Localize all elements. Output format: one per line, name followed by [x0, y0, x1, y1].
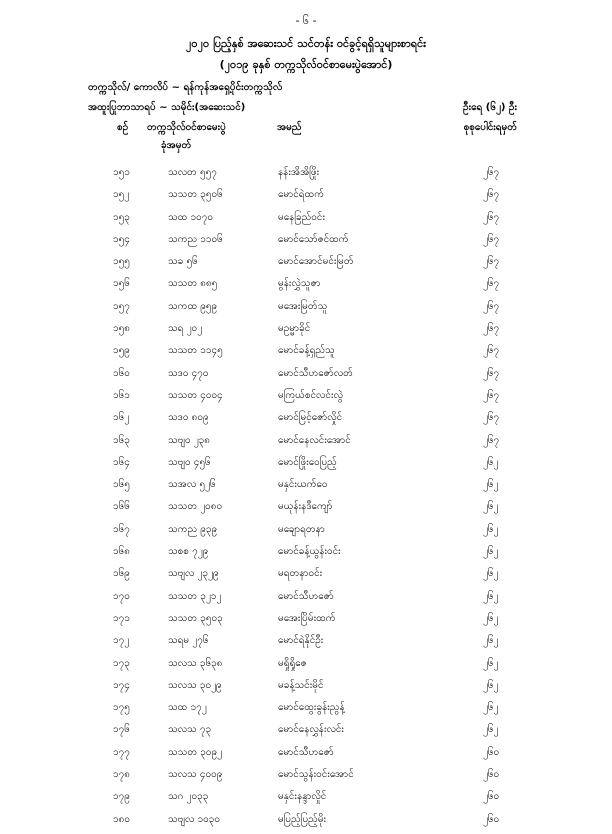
- student-name: မအေးပြိမ်းထက်: [278, 612, 336, 624]
- total-score: ၂၆၇: [483, 323, 500, 335]
- total-score: ၂၆၂: [483, 479, 499, 491]
- roll-number: သသတ ၃၅၀၆: [168, 189, 223, 201]
- row-number: ၁၆၆: [113, 501, 130, 513]
- student-name: မောင်နေလွှန်းလင်း: [278, 724, 344, 736]
- table-row: [0, 656, 612, 678]
- total-score: ၂၆၇: [483, 189, 500, 201]
- row-number: ၁၆၀: [113, 367, 130, 379]
- student-name: မောင်အောင်မင်းမြတ်: [278, 256, 354, 268]
- table-row: [0, 633, 612, 655]
- roll-number: သသတ ၃၅၀၃: [168, 612, 223, 624]
- student-name: မနေခြည်ဝင်း: [278, 211, 325, 223]
- roll-number: သလသ ၄၀၀၉: [168, 769, 223, 781]
- student-name: မနှင်းနန္ဒာလှိုင်: [278, 791, 327, 803]
- roll-number: သဒ၀ ၄၇၀: [168, 367, 209, 379]
- total-score: ၂၆၂: [483, 724, 499, 736]
- row-number: ၁၅၄: [113, 233, 130, 245]
- row-number: ၁၇၄: [113, 679, 130, 691]
- table-row: [0, 388, 612, 410]
- total-score: ၂၆၀: [483, 769, 500, 781]
- student-name: မောင်ရဲထက်: [278, 189, 324, 201]
- total-score: ၂၆၂: [483, 456, 499, 468]
- row-number: ၁၇၂: [113, 635, 130, 647]
- total-score: ၂၆၇: [483, 211, 500, 223]
- roll-number: သအလ ၅၂၆: [168, 479, 216, 491]
- table-row: [0, 299, 612, 321]
- total-score: ၂၆၂: [483, 635, 499, 647]
- student-name: မဥမ္မာခိုင်: [278, 323, 311, 335]
- total-score: ၂၆၀: [483, 791, 500, 803]
- row-number: ၁၈၀: [113, 813, 130, 825]
- row-number: ၁၅၂: [113, 189, 130, 201]
- student-name: မောင်သွန်းဝင်းအောင်: [278, 769, 354, 781]
- total-score: ၂၆၇: [483, 256, 500, 268]
- table-row: [0, 789, 612, 811]
- table-row: [0, 366, 612, 388]
- table-row: [0, 321, 612, 343]
- roll-number: သလသ ၃၀၂၉: [168, 679, 222, 691]
- table-row: [0, 276, 612, 298]
- student-name: မောင်ခန့်ရှည်သူ: [278, 345, 335, 357]
- row-number: ၁၇၈: [113, 769, 130, 781]
- total-score: ၂၆၂: [483, 546, 499, 558]
- total-score: ၂၆၂: [483, 612, 499, 624]
- table-row: [0, 187, 612, 209]
- table-row: [0, 343, 612, 365]
- row-number: ၁၇၉: [113, 791, 130, 803]
- total-score: ၂၆၇: [483, 345, 500, 357]
- table-row: [0, 522, 612, 544]
- row-number: ၁၆၄: [113, 456, 130, 468]
- roll-number: သဗျ၀ ၂၃၈: [168, 434, 211, 446]
- roll-number: သရမ ၂၇၆: [168, 635, 209, 647]
- row-number: ၁၇၁: [113, 612, 130, 624]
- table-row: [0, 745, 612, 767]
- roll-number: သသတ ၁၁၄၅: [168, 345, 223, 357]
- table-row: [0, 566, 612, 588]
- student-name: မရတနာဝင်း: [278, 568, 323, 580]
- column-header-roll: တက္ကသိုလ်ဝင်စာမေးပွဲ: [147, 122, 226, 133]
- total-score: ၂၆၇: [483, 300, 500, 312]
- total-score: ၂၆၇: [483, 389, 500, 401]
- roll-number: သသတ ၂၀၈၀: [168, 501, 223, 513]
- row-number: ၁၇၇: [113, 746, 130, 758]
- row-number: ၁၅၉: [113, 345, 130, 357]
- row-number: ၁၇၆: [113, 724, 130, 736]
- row-number: ၁၆၃: [113, 434, 130, 446]
- row-number: ၁၇၅: [113, 702, 130, 714]
- row-number: ၁၆၇: [113, 523, 130, 535]
- roll-number: သထ ၁၇၂: [168, 702, 207, 714]
- roll-number: သဗျလ ၂၃၂၉: [168, 568, 219, 580]
- results-table: [0, 165, 612, 834]
- row-number: ၁၅၆: [113, 278, 130, 290]
- student-name: မောင်ထွေးခွန်းညွန့်: [278, 702, 345, 714]
- table-row: [0, 455, 612, 477]
- student-name: မောင်သီဟဇော်: [278, 746, 334, 758]
- student-name: မကြယ်စင်လင်းလွဲ: [278, 389, 343, 401]
- student-name: မောင်သီဟဇော်: [278, 590, 334, 602]
- total-score: ၂၆၂: [483, 523, 499, 535]
- student-name: မောင်ခန့်ယွန်းဝင်း: [278, 546, 341, 558]
- roll-number: သထ ၁၀၇၀: [168, 211, 214, 223]
- document-title: ၂၀၂၀ ပြည့်နှစ် အဆေးသင် သင်တန်း ဝင်ခွင့်ရရှိသူများစာရင်း: [186, 37, 426, 50]
- quota-line: ဦးရေ (၆၂) ဦး: [463, 102, 517, 113]
- roll-number: သလသ ၃၆၃၈: [168, 657, 223, 669]
- student-name: မနှင်းယက်ဝေ: [278, 479, 328, 491]
- row-number: ၁၅၈: [113, 323, 130, 335]
- student-name: မချောရတနာ: [278, 523, 325, 535]
- table-row: [0, 589, 612, 611]
- table-row: [0, 722, 612, 744]
- total-score: ၂၆၇: [483, 434, 500, 446]
- table-row: [0, 611, 612, 633]
- total-score: ၂၆၇: [483, 367, 500, 379]
- student-name: မပြည့်ပြည့်မိုး: [278, 813, 327, 825]
- table-row: [0, 433, 612, 455]
- roll-number: သသတ ၃၂၁၂: [168, 590, 222, 602]
- roll-number: သသတ ၄၀၀၄: [168, 389, 223, 401]
- table-row: [0, 254, 612, 276]
- total-score: ၂၆၂: [483, 568, 499, 580]
- student-name: မအေးမြတ်သူ: [278, 300, 328, 312]
- roll-number: သကည ၉၃၉: [168, 523, 218, 535]
- roll-number: သကထ ၉၅၉: [168, 300, 218, 312]
- roll-number: သသတ ၈၈၅: [168, 278, 218, 290]
- student-name: မောင်မြင့်ဇော်လှိုင်: [278, 412, 343, 424]
- roll-number: သဗျ၀ ၄၅၆: [168, 456, 211, 468]
- total-score: ၂၆၂: [483, 679, 499, 691]
- total-score: ၂၆၀: [483, 813, 500, 825]
- total-score: ၂၆၇: [483, 233, 500, 245]
- student-name: နန်းအိအိဖြိုး: [278, 167, 320, 178]
- column-header-total: စုစုပေါင်းရမှတ်: [463, 122, 517, 133]
- institution-line: တက္ကသိုလ်/ ကောလိပ် ~ ရန်ကုန်အရှေ့ပိုင်းတက္ကသိုလ်: [88, 82, 283, 93]
- table-row: [0, 767, 612, 789]
- row-number: ၁၆၈: [113, 546, 130, 558]
- page-number: - ၆ -: [295, 14, 317, 27]
- total-score: ၂၆၇: [483, 278, 500, 290]
- total-score: ၂၆၂: [483, 501, 499, 513]
- roll-number: သလတ ၅၅၇: [168, 167, 217, 178]
- row-number: ၁၆၉: [113, 568, 130, 580]
- table-row: [0, 544, 612, 566]
- table-row: [0, 812, 612, 834]
- roll-number: သကည ၁၁၀၆: [168, 233, 223, 245]
- table-row: [0, 477, 612, 499]
- student-name: မောင်ရဲနိုင်ဦး: [278, 635, 324, 647]
- total-score: ၂၆၇: [483, 167, 500, 178]
- subject-line: အထူးပြုဘာသာရပ် ~ သမိုင်း(အဆေးသင်): [88, 102, 246, 113]
- roll-number: သဗျလ ၁၀၃၀: [168, 813, 221, 825]
- student-name: မောင်နေလင်းအောင်: [278, 434, 351, 446]
- column-header-name: အမည်: [277, 122, 302, 133]
- row-number: ၁၇၀: [113, 590, 130, 602]
- table-row: [0, 700, 612, 722]
- column-header-roll-sub: ခုံအမှတ်: [161, 140, 192, 151]
- roll-number: သရ ၂၀၂: [168, 323, 203, 335]
- document-subtitle: (၂၀၁၉ ခုနှစ် တက္ကသိုလ်ဝင်စာမေးပွဲအောင်): [219, 58, 393, 71]
- row-number: ၁၅၅: [113, 256, 130, 268]
- row-number: ၁၅၁: [113, 167, 130, 178]
- roll-number: သစစ ၇၂၉: [168, 546, 209, 558]
- row-number: ၁၆၁: [113, 389, 130, 401]
- student-name: မွန်းလွှဲသူဇာ: [278, 278, 321, 290]
- student-name: မောင်သော်ဇင်ထက်: [278, 233, 349, 245]
- roll-number: သဂ ၂၀၃၃: [168, 791, 209, 803]
- total-score: ၂၆၇: [483, 412, 500, 424]
- total-score: ၂၆၂: [483, 590, 499, 602]
- row-number: ၁၅၇: [113, 300, 130, 312]
- student-name: မရှိုရှိုဇေ: [278, 657, 307, 669]
- table-row: [0, 678, 612, 700]
- row-number: ၁၅၃: [113, 211, 130, 223]
- table-row: [0, 499, 612, 521]
- roll-number: သခ ၅၆: [168, 256, 198, 268]
- total-score: ၂၆၂: [483, 702, 499, 714]
- table-row: [0, 210, 612, 232]
- roll-number: သသတ ၃၀၉၂: [168, 746, 223, 758]
- column-header-no: စဉ်: [117, 122, 129, 133]
- roll-number: သလသ ၇၃: [168, 724, 212, 736]
- student-name: မခန့်သင်းမိုင်: [278, 679, 324, 691]
- total-score: ၂၆၀: [483, 746, 500, 758]
- table-row: [0, 232, 612, 254]
- row-number: ၁၇၃: [113, 657, 130, 669]
- student-name: မောင်သီဟဇော်လတ်: [278, 367, 353, 379]
- row-number: ၁၆၂: [113, 412, 130, 424]
- total-score: ၂၆၂: [483, 657, 499, 669]
- row-number: ၁၆၅: [113, 479, 130, 491]
- table-row: [0, 410, 612, 432]
- roll-number: သဒ၀ ၈၀၉: [168, 412, 209, 424]
- student-name: မယုန်းနဒီကျော်: [278, 501, 333, 513]
- table-row: [0, 165, 612, 187]
- student-name: မောင်ဖြိုးဝေပြည့်: [278, 456, 337, 468]
